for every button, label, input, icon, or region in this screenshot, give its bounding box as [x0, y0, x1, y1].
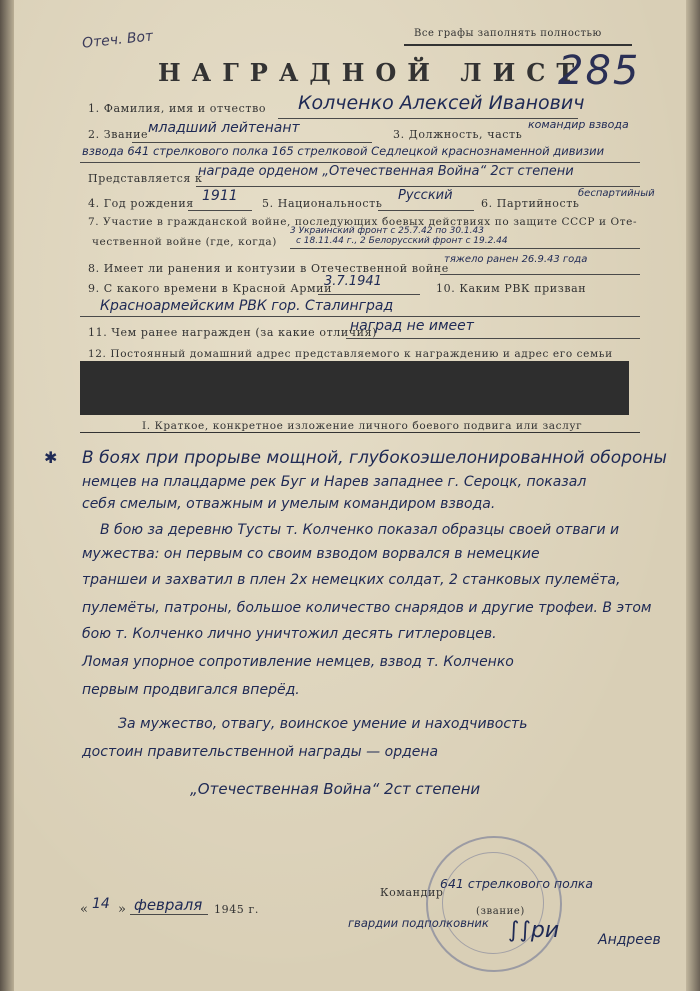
field-7-value-a: 3 Украинский фронт с 25.7.42 по 30.1.43 [290, 226, 484, 236]
field-8-line [440, 274, 640, 275]
present-value: награде орденом „Отечественная Война“ 2ст степени [198, 164, 574, 179]
rank-value: гвардии подполковник [348, 916, 489, 930]
field-11-line [346, 338, 640, 339]
field-1-value: Колченко Алексей Иванович [298, 92, 585, 114]
field-2-line [132, 142, 372, 143]
field-3-label: 3. Должность, часть [393, 128, 523, 141]
field-3-value: командир взвода [528, 118, 629, 131]
signature-mark: ∫∫ри [508, 918, 560, 943]
story-line: Ломая упорное сопротивление немцев, взвод т. Колченко [82, 654, 514, 670]
present-line [196, 186, 640, 187]
story-line: „Отечественная Война“ 2ст степени [190, 780, 481, 798]
corner-note: Отеч. Вот [81, 28, 154, 52]
field-1-label: 1. Фамилия, имя и отчество [88, 102, 267, 115]
field-10-line [80, 316, 640, 317]
field-10-label: 10. Каким РВК призван [436, 282, 587, 295]
field-3-value-line-2: взвода 641 стрелкового полка 165 стрелковой Седлецкой краснознаменной дивизии [82, 144, 605, 158]
commander-value: 641 стрелкового полка [440, 876, 594, 891]
date-month: февраля [134, 896, 203, 914]
field-5-value: Русский [398, 188, 453, 203]
field-9-line [318, 294, 420, 295]
redaction-bar [80, 361, 629, 415]
story-line: достоин правительственной награды — ордена [82, 744, 439, 760]
present-label: Представляется к [88, 172, 203, 185]
field-7-value-b: с 18.11.44 г., 2 Белорусский фронт с 19.2.44 [296, 236, 508, 246]
unit-seal-stamp [426, 836, 562, 972]
document-title: НАГРАДНОЙ ЛИСТ [158, 58, 586, 87]
field-7-label-line-2: чественной войне (где, когда) [92, 236, 277, 248]
rank-label: (звание) [476, 906, 525, 917]
field-4-value: 1911 [202, 188, 238, 204]
section-heading: I. Краткое, конкретное изложение личного боевого подвига или заслуг [142, 420, 583, 432]
story-line: траншеи и захватил в плен 2х немецких солдат, 2 станковых пулемёта, [82, 572, 621, 588]
document-number: 285 [558, 48, 641, 94]
field-4-label: 4. Год рождения [88, 197, 194, 210]
field-5-label: 5. Национальность [262, 197, 383, 210]
field-10-value: Красноармейским РВК гор. Сталинград [100, 298, 394, 314]
story-line: первым продвигался вперёд. [82, 682, 300, 698]
story-line: немцев на плацдарме рек Буг и Нарев западнее г. Сероцк, показал [82, 474, 587, 490]
story-line: В бою за деревню Тусты т. Колченко показал образцы своей отваги и [100, 522, 620, 538]
field-2-value: младший лейтенант [148, 120, 300, 136]
field-11-value: наград не имеет [350, 318, 474, 334]
field-6-value: беспартийный [578, 188, 655, 199]
field-2-label: 2. Звание [88, 128, 149, 141]
field-8-value: тяжело ранен 26.9.43 года [444, 254, 588, 265]
paper-edge-left [0, 0, 14, 991]
date-year: 1945 г. [214, 903, 259, 916]
story-line: бою т. Колченко лично уничтожил десять гитлеровцев. [82, 626, 497, 642]
date-day: 14 [92, 896, 110, 912]
story-line: За мужество, отвагу, воинское умение и находчивость [118, 716, 528, 732]
commander-label: Командир [380, 886, 444, 899]
field-9-label: 9. С какого времени в Красной Армии [88, 282, 333, 295]
field-7-line [290, 248, 640, 249]
story-line: мужества: он первым со своим взводом ворвался в немецкие [82, 546, 540, 562]
field-8-label: 8. Имеет ли ранения и контузии в Отечественной войне [88, 262, 449, 275]
date-quote-open: « [80, 902, 89, 917]
story-line: себя смелым, отважным и умелым командиром взвода. [82, 496, 496, 512]
field-6-label: 6. Партийность [481, 197, 580, 210]
paper-edge-right [686, 0, 700, 991]
field-7-label: 7. Участие в гражданской войне, последующих боевых действиях по защите СССР и Оте- [88, 216, 638, 228]
date-month-line [130, 914, 208, 915]
bullet-mark: ✱ [44, 448, 58, 467]
field-12-label: 12. Постоянный домашний адрес представляемого к награждению и адрес его семьи [88, 348, 613, 360]
date-quote-close: » [118, 902, 127, 917]
fill-all-notice: Все графы заполнять полностью [414, 28, 602, 39]
story-line: пулемёты, патроны, большое количество снарядов и другие трофеи. В этом [82, 600, 652, 616]
signature-name: Андреев [598, 932, 661, 948]
field-3-line-2 [80, 162, 640, 163]
section-rule [80, 432, 640, 433]
field-11-label: 11. Чем ранее награжден (за какие отличия) [88, 326, 378, 339]
field-9-value: 3.7.1941 [324, 274, 382, 289]
field-4-line [188, 210, 252, 211]
story-line: В боях при прорыве мощной, глубокоэшелонированной обороны [82, 448, 667, 468]
field-5-line [378, 210, 474, 211]
